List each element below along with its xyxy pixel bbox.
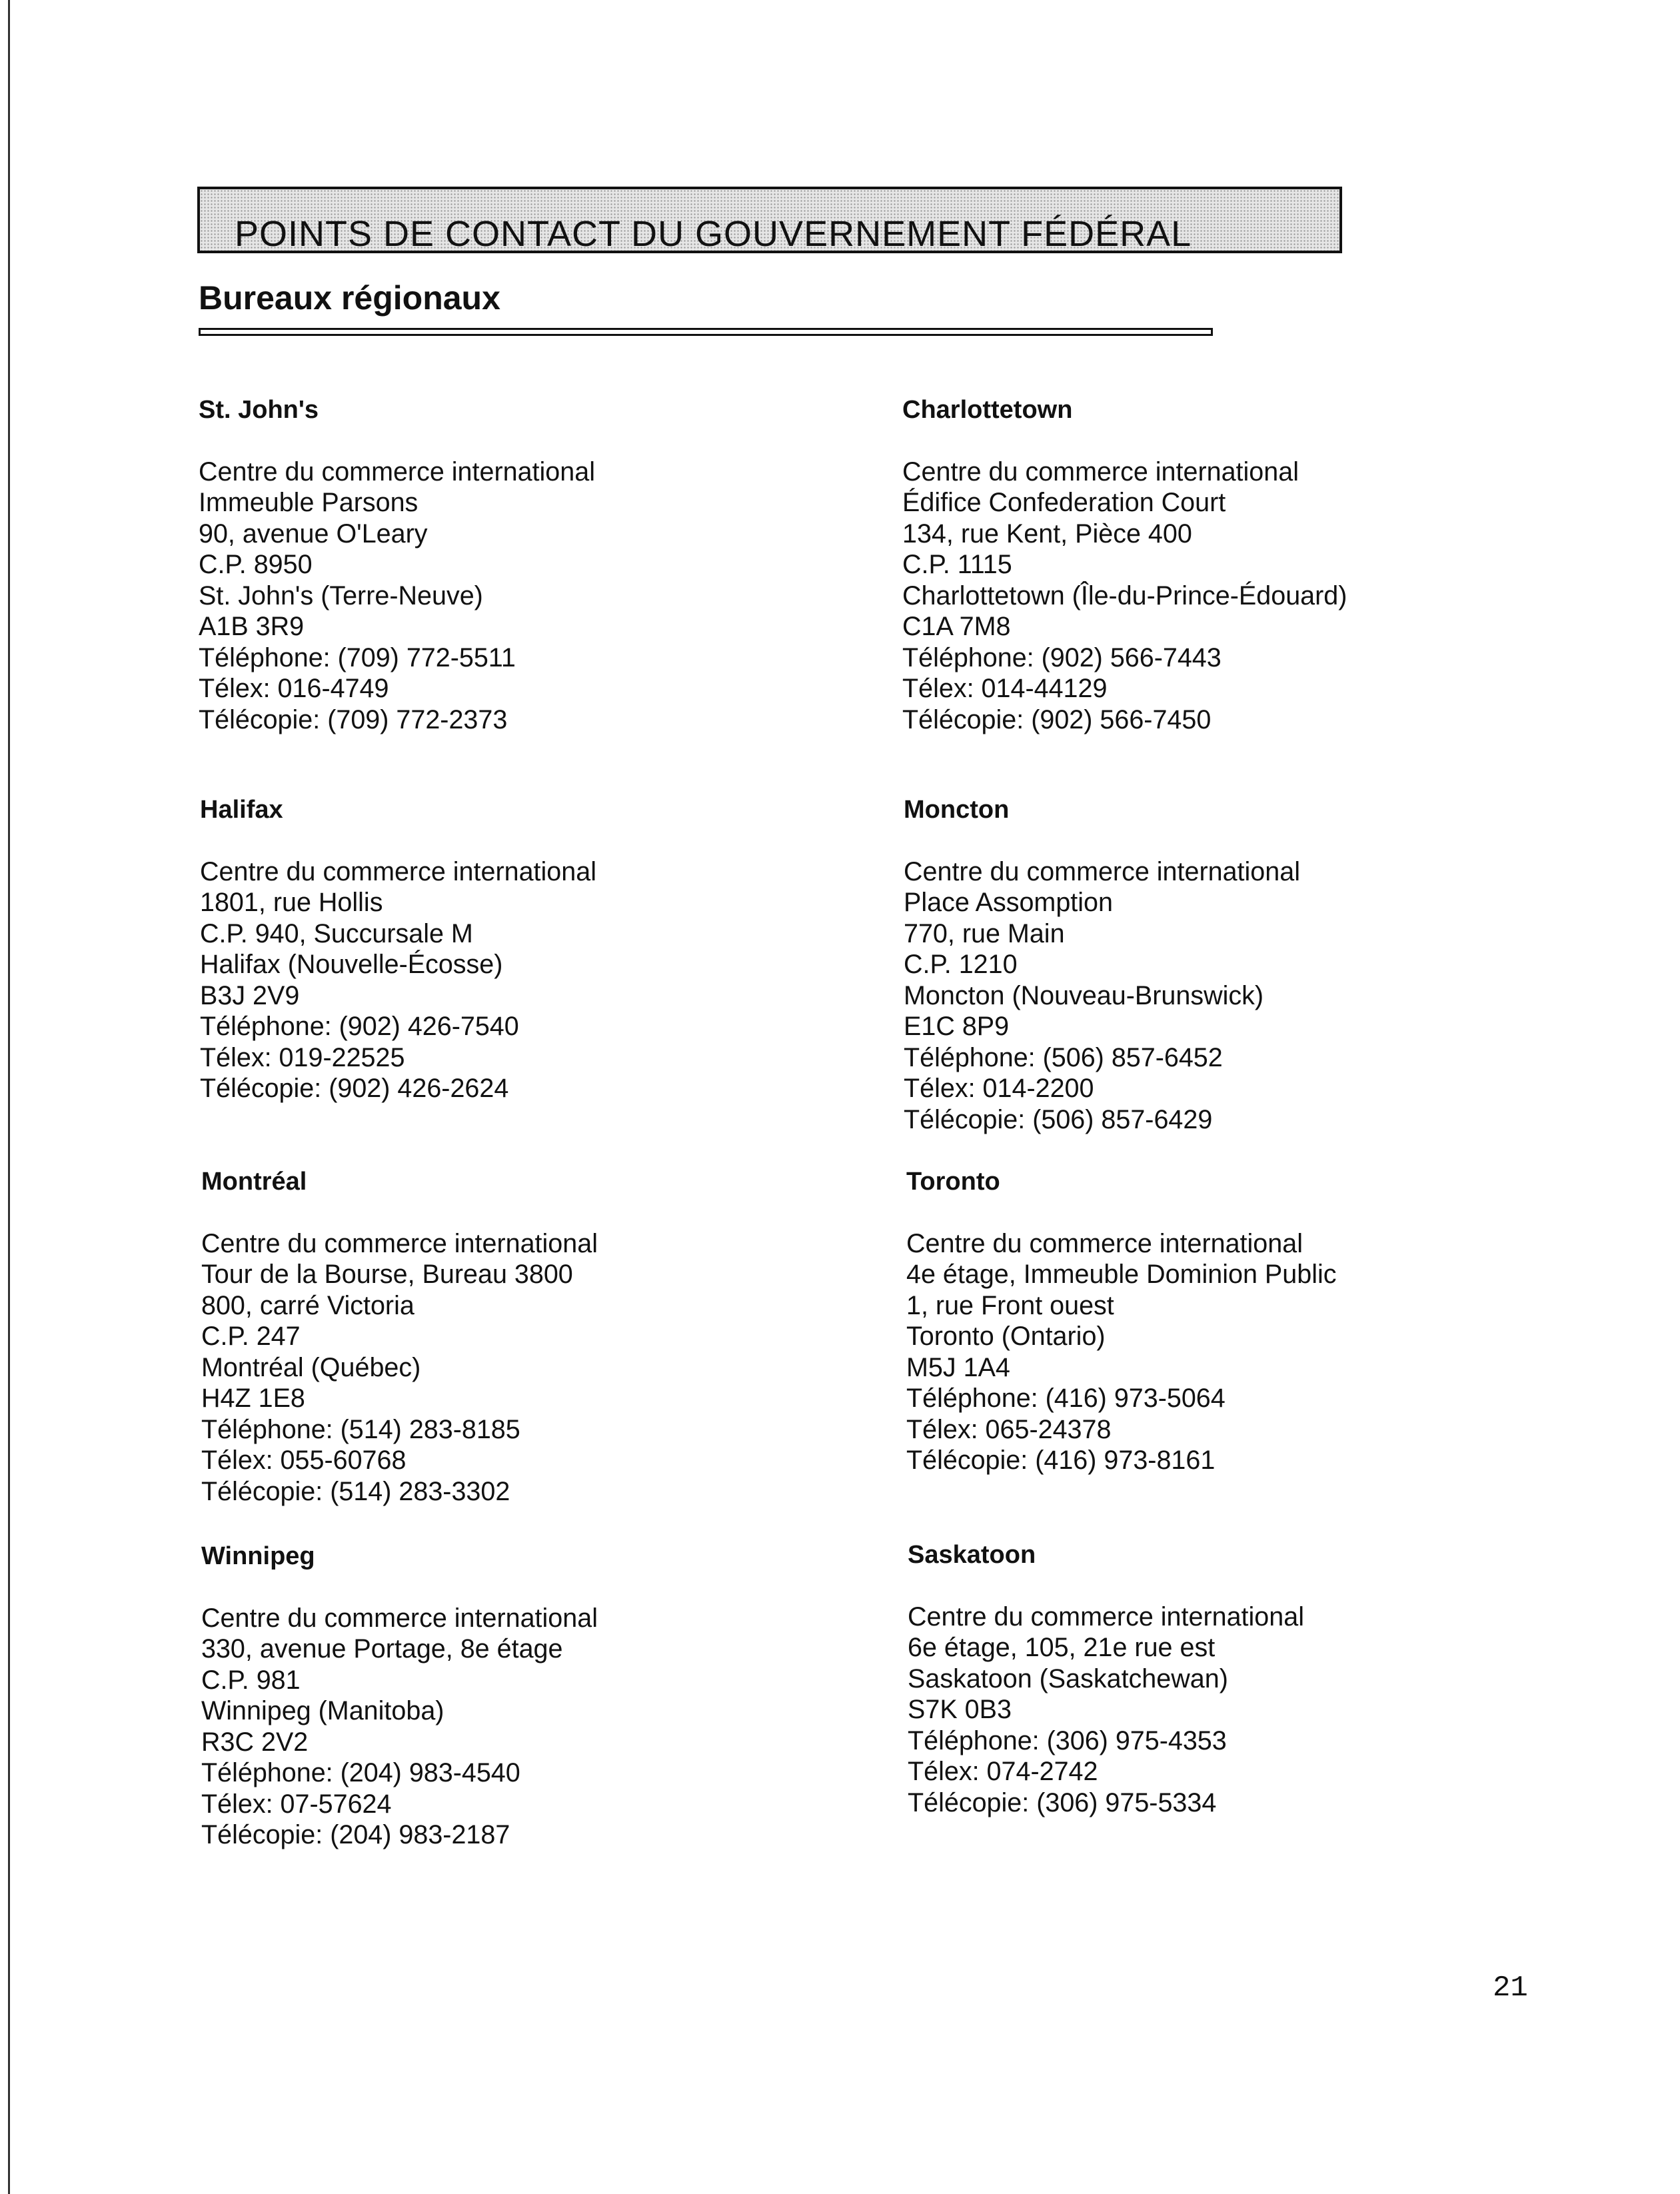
office-city: Charlottetown	[902, 396, 1073, 424]
office-line: Télex: 019-22525	[200, 1042, 405, 1072]
office-line: C.P. 1115	[902, 550, 1012, 579]
office-line: Télex: 065-24378	[906, 1414, 1112, 1444]
office-line: Télex: 074-2742	[908, 1757, 1098, 1786]
banner-title: POINTS DE CONTACT DU GOUVERNEMENT FÉDÉRAL	[235, 214, 1192, 254]
office-line: Télécopie: (506) 857-6429	[904, 1104, 1213, 1134]
office-line: Halifax (Nouvelle-Écosse)	[200, 950, 503, 979]
section-title: Bureaux régionaux	[199, 279, 500, 317]
office-line: 800, carré Victoria	[201, 1290, 415, 1320]
office-line: Place Assomption	[904, 888, 1113, 917]
office-line: Télécopie: (514) 283-3302	[201, 1476, 510, 1506]
office-st-johns	[199, 395, 865, 735]
office-line: Immeuble Parsons	[199, 488, 419, 517]
office-line: 6e étage, 105, 21e rue est	[908, 1633, 1216, 1662]
office-line: C.P. 247	[201, 1322, 301, 1351]
office-line: Téléphone: (306) 975-4353	[908, 1725, 1227, 1755]
office-line: Édifice Confederation Court	[902, 488, 1226, 517]
office-line: B3J 2V9	[200, 980, 300, 1010]
office-line: A1B 3R9	[199, 612, 305, 641]
office-line: Centre du commerce international	[906, 1228, 1303, 1258]
office-line: Centre du commerce international	[199, 457, 595, 487]
page-number: 21	[1493, 1971, 1528, 2005]
office-line: C.P. 1210	[904, 950, 1018, 979]
office-line: Saskatoon (Saskatchewan)	[908, 1663, 1228, 1693]
office-line: Téléphone: (204) 983-4540	[201, 1758, 520, 1787]
office-line: Centre du commerce international	[201, 1228, 598, 1258]
office-line: C.P. 940, Succursale M	[200, 918, 473, 948]
office-line: Télex: 055-60768	[201, 1446, 407, 1475]
office-line: Téléphone: (902) 566-7443	[902, 642, 1222, 672]
office-line: St. John's (Terre-Neuve)	[199, 580, 483, 610]
office-line: Centre du commerce international	[902, 457, 1299, 487]
office-line: E1C 8P9	[904, 1012, 1010, 1041]
office-line: 4e étage, Immeuble Dominion Public	[906, 1260, 1337, 1289]
office-line: Télex: 014-2200	[904, 1074, 1094, 1103]
office-line: S7K 0B3	[908, 1695, 1012, 1724]
office-line: Centre du commerce international	[201, 1603, 598, 1633]
office-city: Winnipeg	[201, 1542, 315, 1570]
office-line: Moncton (Nouveau-Brunswick)	[904, 980, 1264, 1010]
office-line: Charlottetown (Île-du-Prince-Édouard)	[902, 580, 1347, 610]
office-winnipeg	[201, 1541, 868, 1851]
office-line: Téléphone: (514) 283-8185	[201, 1414, 520, 1444]
office-line: 330, avenue Portage, 8e étage	[201, 1634, 563, 1663]
office-line: C1A 7M8	[902, 612, 1011, 641]
office-line: Téléphone: (902) 426-7540	[200, 1012, 519, 1041]
office-line: Centre du commerce international	[200, 856, 596, 886]
office-line: Télécopie: (902) 566-7450	[902, 704, 1212, 734]
office-montreal	[201, 1166, 868, 1507]
office-halifax	[200, 794, 866, 1104]
office-city: Montréal	[201, 1168, 307, 1196]
office-city: St. John's	[199, 396, 319, 424]
office-line: Télécopie: (204) 983-2187	[201, 1820, 510, 1849]
office-line: C.P. 8950	[199, 550, 313, 579]
office-line: Télécopie: (306) 975-5334	[908, 1787, 1217, 1817]
section-rule	[199, 328, 1213, 336]
office-line: 90, avenue O'Leary	[199, 519, 428, 548]
office-line: Montréal (Québec)	[201, 1352, 421, 1382]
office-moncton	[904, 794, 1570, 1135]
office-toronto	[906, 1166, 1573, 1476]
office-line: Télécopie: (709) 772-2373	[199, 704, 508, 734]
office-line: 1, rue Front ouest	[906, 1290, 1114, 1320]
office-line: R3C 2V2	[201, 1727, 309, 1757]
office-line: Télex: 016-4749	[199, 674, 389, 703]
office-city: Moncton	[904, 796, 1010, 824]
office-line: C.P. 981	[201, 1665, 301, 1695]
office-line: Téléphone: (506) 857-6452	[904, 1042, 1223, 1072]
office-city: Toronto	[906, 1168, 1000, 1196]
office-line: Télécopie: (416) 973-8161	[906, 1446, 1216, 1475]
office-line: Télex: 014-44129	[902, 674, 1108, 703]
office-city: Halifax	[200, 796, 283, 824]
office-line: 770, rue Main	[904, 918, 1065, 948]
office-line: Télécopie: (902) 426-2624	[200, 1074, 509, 1103]
office-city: Saskatoon	[908, 1541, 1036, 1569]
page-binding-edge	[8, 0, 10, 2194]
office-line: Téléphone: (416) 973-5064	[906, 1384, 1226, 1413]
office-line: Centre du commerce international	[904, 856, 1300, 886]
office-line: 1801, rue Hollis	[200, 888, 383, 917]
office-line: M5J 1A4	[906, 1352, 1010, 1382]
office-line: Tour de la Bourse, Bureau 3800	[201, 1260, 573, 1289]
office-charlottetown	[902, 395, 1569, 735]
office-line: H4Z 1E8	[201, 1384, 305, 1413]
office-line: Centre du commerce international	[908, 1602, 1304, 1632]
office-saskatoon	[908, 1540, 1574, 1818]
office-line: Téléphone: (709) 772-5511	[199, 642, 516, 672]
office-line: Winnipeg (Manitoba)	[201, 1696, 444, 1725]
office-line: Télex: 07-57624	[201, 1789, 392, 1819]
office-line: Toronto (Ontario)	[906, 1322, 1106, 1351]
title-banner	[197, 187, 1342, 253]
office-line: 134, rue Kent, Pièce 400	[902, 519, 1192, 548]
